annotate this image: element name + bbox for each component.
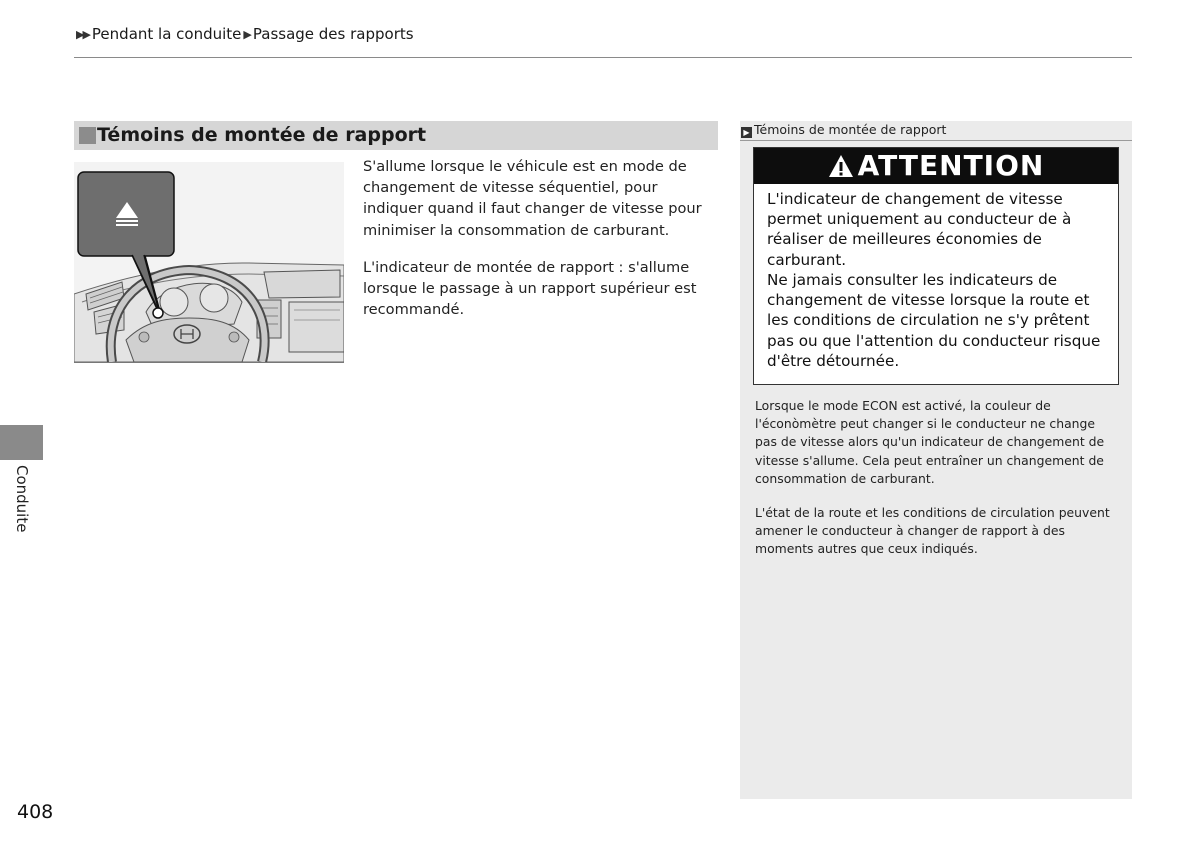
double-arrow-icon: ▶▶ xyxy=(76,28,89,41)
breadcrumb xyxy=(76,25,414,43)
warning-text-2: Ne jamais consulter les indicateurs de changement de vitesse lorsque la route et les conditions de circulation ne s'y prêtent pas ou que l'attention du conducteur risque d'être détournée. xyxy=(767,271,1101,370)
warning-triangle-icon xyxy=(828,154,854,178)
description-paragraph: S'allume lorsque le véhicule est en mode de changement de vitesse séquentiel, pour indiquer quand il faut changer de vitesse pour minimiser la consommation de carburant. xyxy=(363,158,702,239)
arrow-icon: ▶ xyxy=(243,28,252,41)
section-marker-icon xyxy=(79,127,96,144)
warning-title-text: ATTENTION xyxy=(857,149,1045,182)
dashboard-drawing xyxy=(74,162,344,362)
road-conditions-note: L'état de la route et les conditions de circulation peuvent amener le conducteur à changer de rapport à des moments autres que ceux indiqués. xyxy=(755,505,1110,557)
page-number: 408 xyxy=(17,801,54,823)
sidebar-title xyxy=(741,121,946,139)
warning-title xyxy=(754,148,1118,184)
indicator-paragraph: L'indicateur de montée de rapport : s'allume lorsque le passage à un rapport supérieur est recommandé. xyxy=(363,259,697,319)
chapter-tab-label: Conduite xyxy=(13,465,31,533)
reference-arrow-icon: ▶ xyxy=(741,127,752,138)
econ-note: Lorsque le mode ECON est activé, la couleur de l'éconòmètre peut changer si le conducteur ne change pas de vitesse alors qu'un indicateur de changement de vitesse s'allume. Cela peut entraîner un changement de consommation de carburant. xyxy=(755,398,1105,486)
warning-text-1: L'indicateur de changement de vitesse permet uniquement au conducteur de à réaliser de meilleures économies de carburant. xyxy=(767,190,1072,269)
breadcrumb-item-shifting[interactable]: Passage des rapports xyxy=(252,25,414,43)
header-divider xyxy=(74,57,1132,58)
section-title: Témoins de montée de rapport xyxy=(97,124,427,146)
breadcrumb-item-driving[interactable]: Pendant la conduite xyxy=(91,25,242,43)
chapter-tab[interactable] xyxy=(0,425,43,460)
sidebar-title-text[interactable]: Témoins de montée de rapport xyxy=(754,122,947,137)
dashboard-illustration xyxy=(74,162,344,363)
